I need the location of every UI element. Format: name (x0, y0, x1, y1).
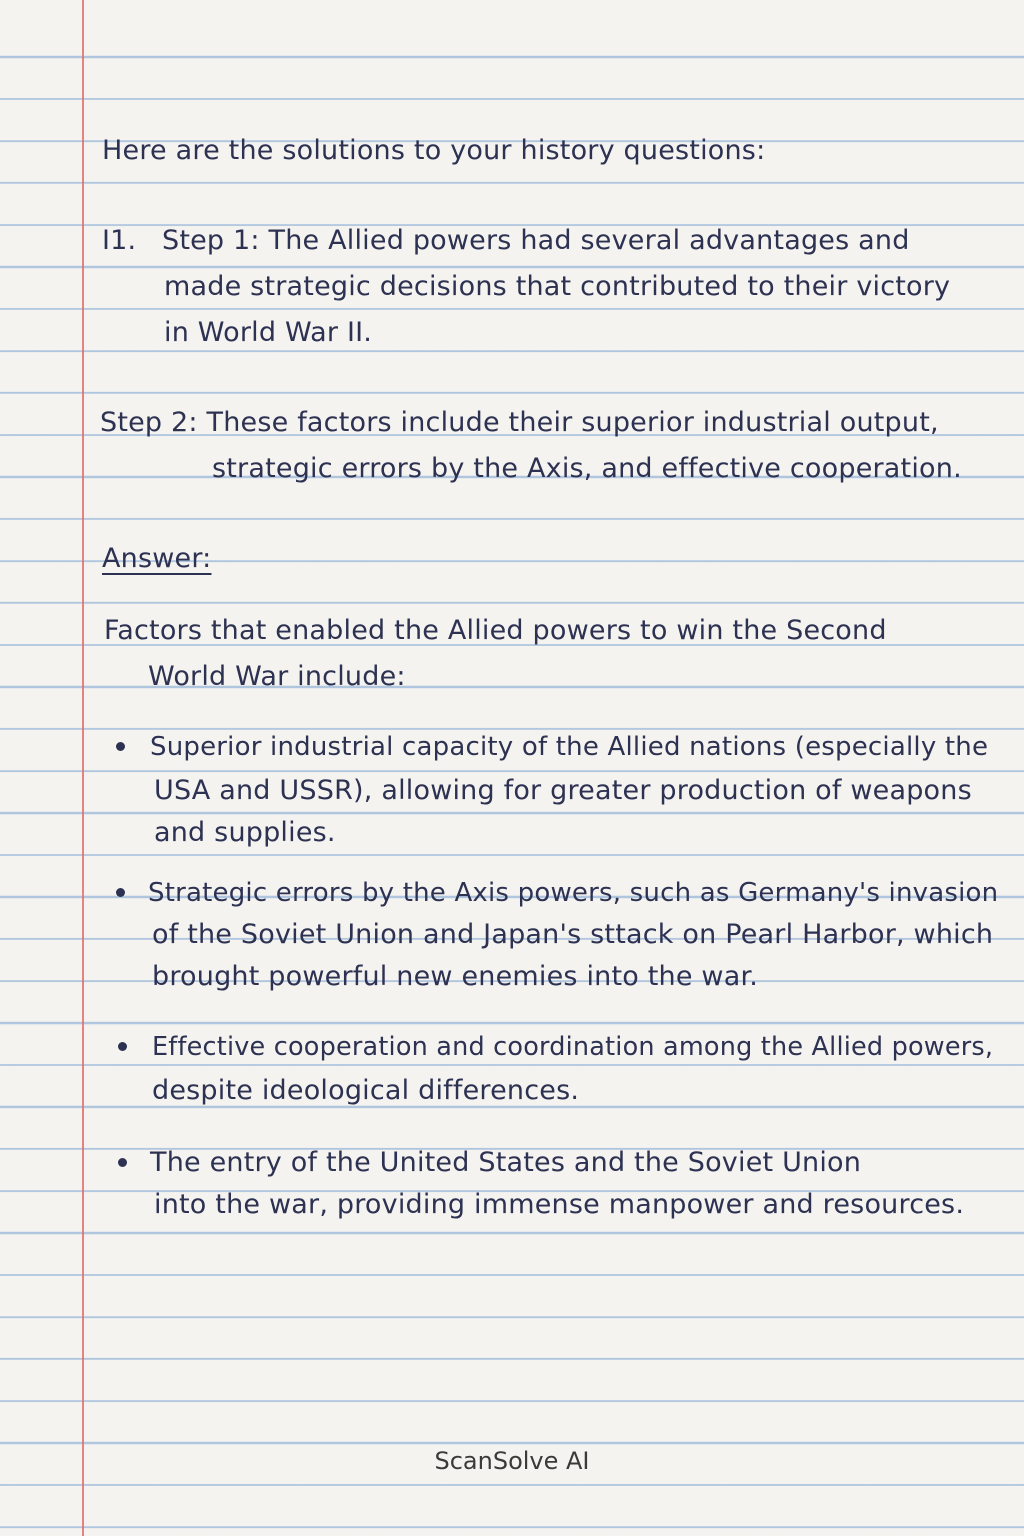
answer-intro-line-2: World War include: (148, 661, 406, 692)
bullet-dot (118, 1158, 127, 1167)
answer-intro-line-1: Factors that enabled the Allied powers to win the Second (104, 615, 887, 646)
bullet-1-line-2: USA and USSR), allowing for greater production of weapons (154, 775, 972, 806)
bullet-2-line-2: of the Soviet Union and Japan's sttack on Pearl Harbor, which (152, 919, 994, 950)
step1-line-1: Step 1: The Allied powers had several advantages and (162, 225, 910, 256)
bullet-1-line-1: Superior industrial capacity of the Allied nations (especially the (150, 732, 989, 762)
notebook-margin-line (82, 0, 84, 1536)
bullet-dot (116, 742, 125, 751)
bullet-2-line-1: Strategic errors by the Axis powers, such as Germany's invasion (148, 878, 999, 908)
bullet-4-line-2: into the war, providing immense manpower and resources. (154, 1189, 965, 1220)
footer-brand-text: ScanSolve AI (428, 1447, 595, 1475)
step2-line-2: strategic errors by the Axis, and effective cooperation. (212, 453, 962, 484)
intro-text: Here are the solutions to your history questions: (102, 135, 766, 166)
bullet-dot (116, 888, 125, 897)
bullet-3-line-2: despite ideological differences. (152, 1075, 580, 1106)
step1-line-2: made strategic decisions that contributed to their victory (164, 271, 951, 302)
bullet-4-line-1: The entry of the United States and the Soviet Union (150, 1147, 862, 1178)
bullet-dot (118, 1042, 127, 1051)
footer-watermark (0, 1444, 1024, 1478)
step1-line-3: in World War II. (164, 317, 373, 348)
bullet-1-line-3: and supplies. (154, 817, 336, 848)
step2-line-1: Step 2: These factors include their superior industrial output, (100, 407, 939, 438)
answer-label: Answer: (102, 543, 212, 574)
question-number: I1. (102, 225, 137, 256)
bullet-3-line-1: Effective cooperation and coordination among the Allied powers, (152, 1032, 994, 1062)
bullet-2-line-3: brought powerful new enemies into the war. (152, 961, 759, 992)
